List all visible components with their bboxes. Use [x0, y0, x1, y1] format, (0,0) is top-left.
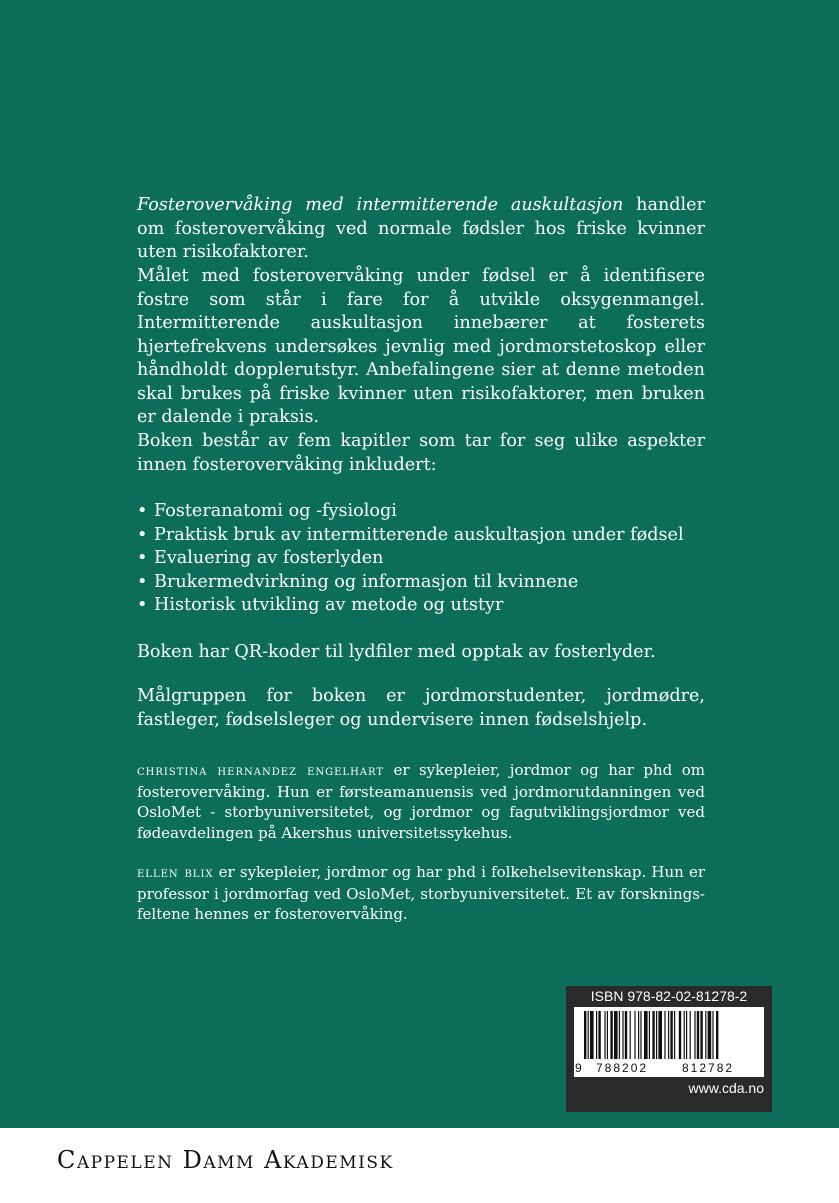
barcode-bar	[640, 1011, 641, 1059]
isbn-label: ISBN 978-82-02-81278-2	[590, 988, 748, 1004]
barcode-bar	[622, 1011, 623, 1059]
barcode-bar	[652, 1011, 654, 1059]
barcode-bar	[596, 1011, 597, 1059]
barcode-bar	[598, 1011, 600, 1059]
barcode-digits	[574, 1060, 764, 1077]
barcode-bar	[619, 1011, 620, 1059]
chapter-list	[137, 500, 705, 618]
barcode-bar	[705, 1011, 706, 1059]
intro-text: handler om fosterovervåking ved normale fødsler hos friske kvinner uten risikofaktorer.	[137, 195, 705, 262]
barcode-bar	[634, 1011, 635, 1059]
barcode-bar	[658, 1011, 662, 1059]
barcode-bar	[674, 1011, 675, 1059]
author-name: christina hernandez engelhart	[137, 763, 385, 779]
barcode-bar	[694, 1011, 695, 1059]
barcode-bar	[656, 1011, 657, 1059]
bullet-icon: •	[137, 501, 148, 521]
publisher-url: www.cda.no	[688, 1080, 764, 1096]
barcode-bar	[625, 1011, 627, 1059]
author-bio-blix	[137, 862, 705, 925]
barcode-bar	[638, 1011, 639, 1059]
barcode-bar	[712, 1011, 713, 1059]
barcode-bar	[686, 1011, 687, 1059]
barcode-bar	[610, 1011, 612, 1059]
bullet-icon: •	[137, 571, 148, 592]
barcode-bar	[604, 1011, 605, 1059]
barcode-bar	[708, 1011, 712, 1059]
bullet-icon: •	[137, 524, 148, 545]
barcode-bar	[644, 1011, 648, 1059]
paragraph-chapters	[137, 430, 705, 477]
author-bio-engelhart	[137, 760, 705, 843]
barcode-bar	[716, 1011, 718, 1059]
list-item: • Historisk utvikling av metode og utstyr	[137, 594, 705, 618]
barcode-bar	[607, 1011, 608, 1059]
book-title-italic: Fosterovervåking med intermitterende auskultasjon	[137, 195, 624, 215]
author-bio-text: er sykepleier, jordmor og har phd i folkehelsevitenskap. Hun er professor i jordmorfag ved OsloMet, storbyuniversitetet. Et av forskningsfeltene hennes er fosterovervåking.	[137, 863, 706, 923]
barcode-bar	[670, 1011, 672, 1059]
list-item: • Praktisk bruk av intermitterende auskultasjon under fødsel	[137, 524, 705, 548]
barcode-bar	[697, 1011, 699, 1059]
barcode-bar	[649, 1011, 650, 1059]
bullet-icon: •	[137, 595, 148, 615]
list-item: • Evaluering av fosterlyden	[137, 547, 705, 571]
paragraph-aim-text: Målet med fosterovervåking under fødsel er å identifisere fostre som står i fare for å utvikle oksygenmangel. Intermitterende auskultasjon innebærer at fosterets hjertefrekvens undersøkes jevnlig med jordmorstetoskop eller håndholdt dopplerutstyr. Anbefalingene sier at denne metoden skal brukes på friske kvinner uten risikofaktorer, men bruken er dalende i praksis.	[137, 266, 705, 427]
barcode-digits-right: 812782	[682, 1061, 735, 1075]
intro-paragraph	[137, 194, 705, 265]
barcode-bar	[668, 1011, 669, 1059]
barcode-bar	[614, 1011, 618, 1059]
paragraph-chapters-text: Boken består av fem kapitler som tar for seg ulike aspekter innen fosterovervåking inkludert:	[137, 431, 705, 475]
barcode-digit-first: 9	[575, 1061, 584, 1075]
barcode-bar	[588, 1011, 589, 1059]
barcode-bar	[664, 1011, 665, 1059]
list-item: • Brukermedvirkning og informasjon til kvinnene	[137, 571, 705, 595]
barcode-bar	[590, 1011, 594, 1059]
barcode-bar	[684, 1011, 685, 1059]
paragraph-qr-text: Boken har QR-koder til lydfiler med opptak av fosterlyder.	[137, 642, 656, 662]
paragraph-audience-text: Målgruppen for boken er jordmorstudenter, jordmødre, fastleger, fødselsleger og undervisere innen fødselshjelp.	[137, 686, 705, 730]
author-name: ellen blix	[137, 865, 214, 881]
barcode-bar	[700, 1011, 702, 1059]
barcode-bar	[630, 1011, 631, 1059]
bullet-icon: •	[137, 548, 148, 568]
paragraph-audience	[137, 685, 705, 732]
barcode-bar	[679, 1011, 681, 1059]
paragraph-qr	[137, 641, 705, 665]
barcode-digits-left: 788202	[596, 1061, 649, 1075]
publisher-logo: Cappelen Damm Akademisk	[57, 1146, 394, 1174]
barcode-bar	[690, 1011, 691, 1059]
list-item: • Fosteranatomi og -fysiologi	[137, 500, 705, 524]
barcode-box	[566, 986, 772, 1112]
author-bio-text: er sykepleier, jordmor og har phd om fosterovervåking. Hun er førsteamanuensis ved jordmorutdanningen ved OsloMet - storbyuniversitetet, og jordmor og fagutviklingsjordmor ved fødeavdelingen på Akershus universitetssykehus.	[137, 761, 705, 842]
barcode-bar	[584, 1011, 586, 1059]
paragraph-aim	[137, 265, 705, 430]
